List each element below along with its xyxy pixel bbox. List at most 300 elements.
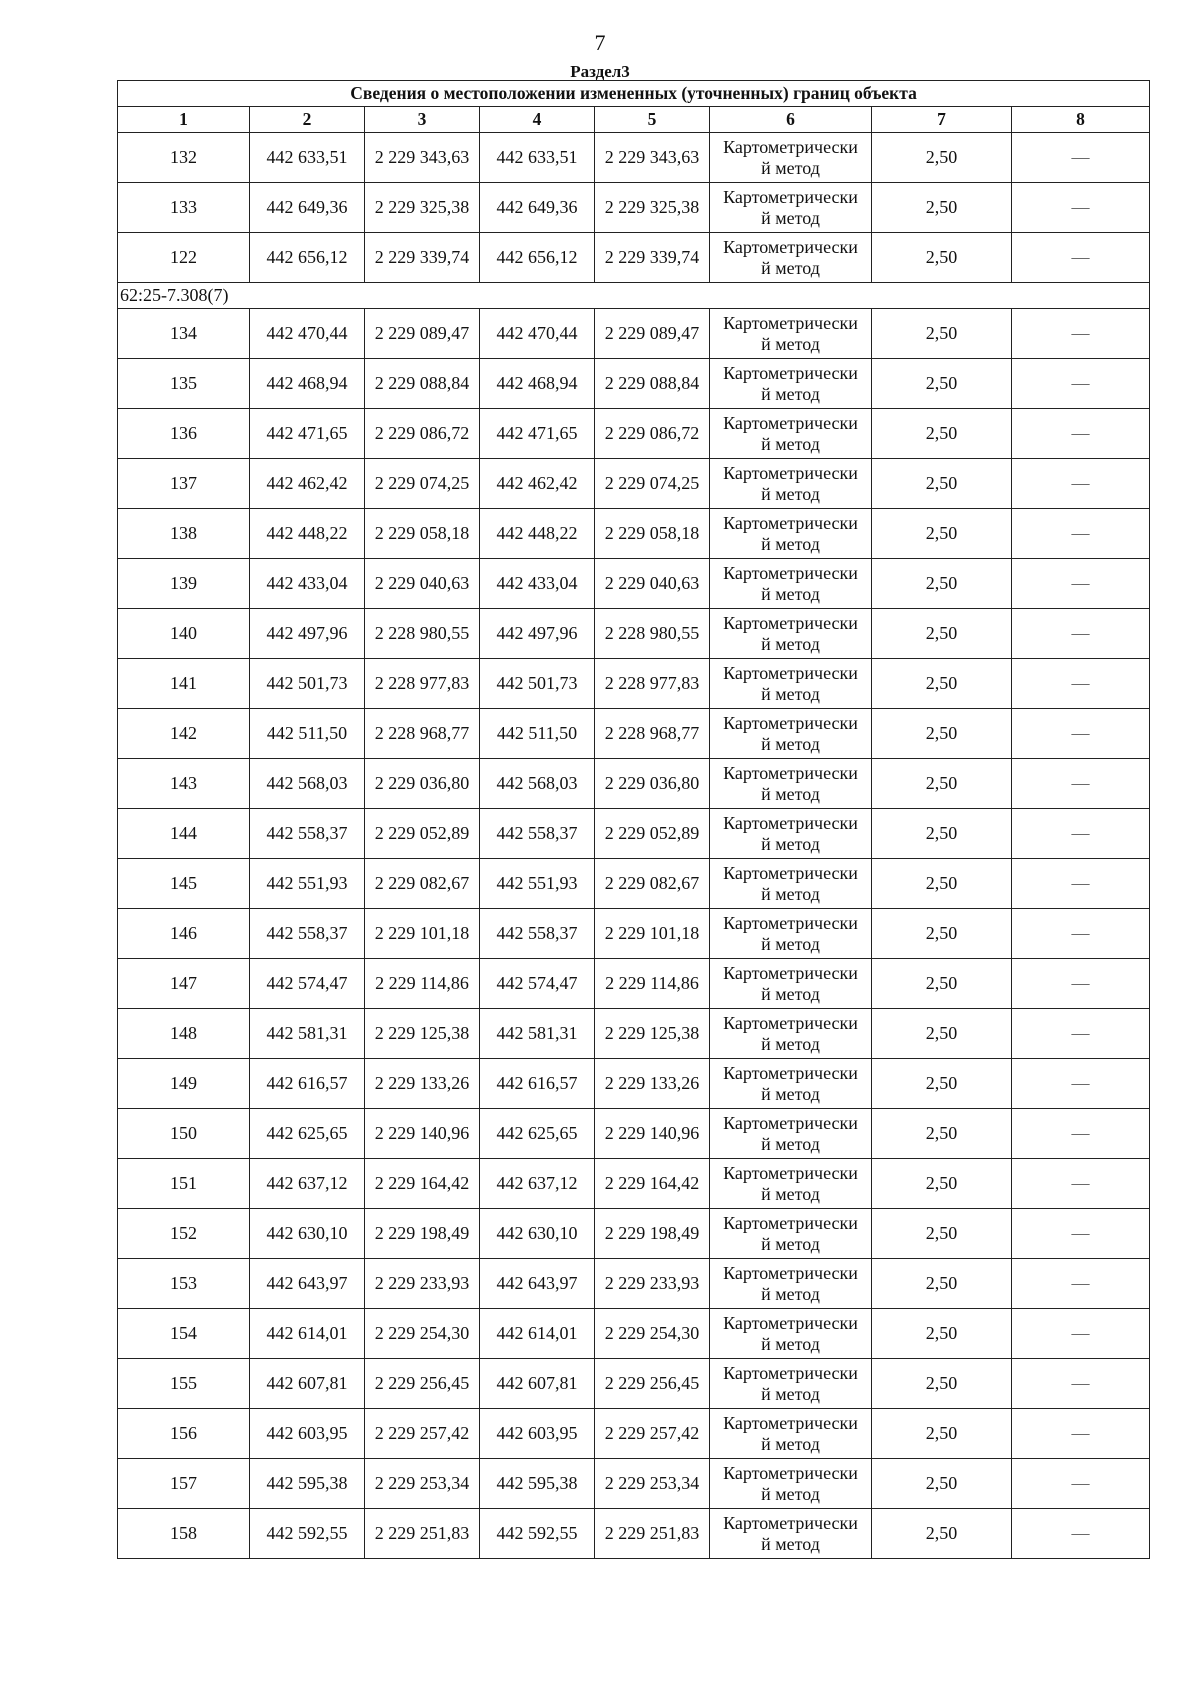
accuracy-cell: 2,50 — [872, 1009, 1012, 1059]
point-number-cell: 154 — [118, 1309, 250, 1359]
method-text-line2: й метод — [761, 683, 820, 704]
method-text-line1: Картометрически — [723, 662, 858, 683]
point-number-cell: 132 — [118, 133, 250, 183]
existing-y-cell: 2 229 343,63 — [365, 133, 480, 183]
point-number-cell: 158 — [118, 1509, 250, 1559]
point-number-cell: 157 — [118, 1459, 250, 1509]
accuracy-cell: 2,50 — [872, 409, 1012, 459]
method-text-line2: й метод — [761, 1433, 820, 1454]
existing-y-cell: 2 229 089,47 — [365, 309, 480, 359]
method-cell — [710, 659, 872, 709]
point-number-cell: 122 — [118, 233, 250, 283]
point-number-cell: 137 — [118, 459, 250, 509]
existing-x-cell: 442 551,93 — [250, 859, 365, 909]
existing-x-cell: 442 643,97 — [250, 1259, 365, 1309]
method-cell — [710, 1209, 872, 1259]
method-text-line2: й метод — [761, 433, 820, 454]
point-number-cell: 133 — [118, 183, 250, 233]
method-cell — [710, 609, 872, 659]
accuracy-cell: 2,50 — [872, 1409, 1012, 1459]
method-text-line2: й метод — [761, 383, 820, 404]
method-cell — [710, 183, 872, 233]
section-label: Раздел3 — [570, 62, 630, 81]
refined-x-cell: 442 581,31 — [480, 1009, 595, 1059]
empty-mark-cell: — — [1012, 459, 1150, 509]
column-number-row — [118, 107, 1150, 133]
accuracy-cell: 2,50 — [872, 1109, 1012, 1159]
empty-mark-cell: — — [1012, 1059, 1150, 1109]
accuracy-cell: 2,50 — [872, 1459, 1012, 1509]
accuracy-cell: 2,50 — [872, 1159, 1012, 1209]
point-number-cell: 148 — [118, 1009, 250, 1059]
point-number-cell: 156 — [118, 1409, 250, 1459]
existing-y-cell: 2 229 257,42 — [365, 1409, 480, 1459]
method-text-line2: й метод — [761, 333, 820, 354]
table-row — [118, 659, 1150, 709]
empty-mark-cell: — — [1012, 809, 1150, 859]
existing-y-cell: 2 229 325,38 — [365, 183, 480, 233]
method-cell — [710, 559, 872, 609]
table-row — [118, 1409, 1150, 1459]
point-number-cell: 152 — [118, 1209, 250, 1259]
method-text-line2: й метод — [761, 583, 820, 604]
method-text-line2: й метод — [761, 1283, 820, 1304]
method-cell — [710, 759, 872, 809]
method-cell — [710, 1159, 872, 1209]
empty-mark-cell: — — [1012, 1309, 1150, 1359]
refined-x-cell: 442 501,73 — [480, 659, 595, 709]
refined-y-cell: 2 229 058,18 — [595, 509, 710, 559]
empty-mark-cell: — — [1012, 359, 1150, 409]
method-text-line1: Картометрически — [723, 1012, 858, 1033]
accuracy-cell: 2,50 — [872, 1359, 1012, 1409]
refined-y-cell: 2 229 101,18 — [595, 909, 710, 959]
boundary-coordinates-table — [117, 80, 1150, 1559]
refined-y-cell: 2 229 253,34 — [595, 1459, 710, 1509]
method-text-line1: Картометрически — [723, 136, 858, 157]
existing-x-cell: 442 462,42 — [250, 459, 365, 509]
method-cell — [710, 1059, 872, 1109]
table-row — [118, 759, 1150, 809]
method-text-line1: Картометрически — [723, 562, 858, 583]
existing-y-cell: 2 229 133,26 — [365, 1059, 480, 1109]
refined-y-cell: 2 229 164,42 — [595, 1159, 710, 1209]
existing-y-cell: 2 229 036,80 — [365, 759, 480, 809]
existing-y-cell: 2 228 977,83 — [365, 659, 480, 709]
method-text-line2: й метод — [761, 1333, 820, 1354]
existing-x-cell: 442 470,44 — [250, 309, 365, 359]
accuracy-cell: 2,50 — [872, 1209, 1012, 1259]
empty-mark-cell: — — [1012, 1209, 1150, 1259]
point-number-cell: 135 — [118, 359, 250, 409]
existing-y-cell: 2 229 198,49 — [365, 1209, 480, 1259]
empty-mark-cell: — — [1012, 1109, 1150, 1159]
existing-y-cell: 2 229 251,83 — [365, 1509, 480, 1559]
table-row — [118, 1009, 1150, 1059]
accuracy-cell: 2,50 — [872, 133, 1012, 183]
empty-mark-cell: — — [1012, 1459, 1150, 1509]
refined-y-cell: 2 229 036,80 — [595, 759, 710, 809]
accuracy-cell: 2,50 — [872, 1259, 1012, 1309]
existing-y-cell: 2 228 980,55 — [365, 609, 480, 659]
existing-y-cell: 2 229 058,18 — [365, 509, 480, 559]
method-text-line2: й метод — [761, 1133, 820, 1154]
refined-x-cell: 442 470,44 — [480, 309, 595, 359]
method-cell — [710, 709, 872, 759]
table-row — [118, 609, 1150, 659]
method-text-line2: й метод — [761, 1183, 820, 1204]
method-cell — [710, 459, 872, 509]
refined-x-cell: 442 471,65 — [480, 409, 595, 459]
method-text-line1: Картометрически — [723, 1512, 858, 1533]
refined-x-cell: 442 511,50 — [480, 709, 595, 759]
empty-mark-cell: — — [1012, 409, 1150, 459]
existing-y-cell: 2 229 339,74 — [365, 233, 480, 283]
method-text-line1: Картометрически — [723, 1212, 858, 1233]
method-cell — [710, 509, 872, 559]
existing-y-cell: 2 229 140,96 — [365, 1109, 480, 1159]
refined-x-cell: 442 616,57 — [480, 1059, 595, 1109]
existing-y-cell: 2 229 253,34 — [365, 1459, 480, 1509]
refined-x-cell: 442 468,94 — [480, 359, 595, 409]
column-number: 2 — [250, 107, 365, 133]
method-text-line2: й метод — [761, 1233, 820, 1254]
refined-y-cell: 2 229 256,45 — [595, 1359, 710, 1409]
method-cell — [710, 909, 872, 959]
existing-y-cell: 2 229 088,84 — [365, 359, 480, 409]
accuracy-cell: 2,50 — [872, 1059, 1012, 1109]
existing-y-cell: 2 229 040,63 — [365, 559, 480, 609]
method-text-line2: й метод — [761, 157, 820, 178]
table-row — [118, 409, 1150, 459]
method-text-line1: Картометрически — [723, 762, 858, 783]
method-cell — [710, 1359, 872, 1409]
method-cell — [710, 859, 872, 909]
existing-x-cell: 442 471,65 — [250, 409, 365, 459]
refined-y-cell: 2 229 082,67 — [595, 859, 710, 909]
accuracy-cell: 2,50 — [872, 233, 1012, 283]
method-cell — [710, 409, 872, 459]
existing-x-cell: 442 448,22 — [250, 509, 365, 559]
method-text-line1: Картометрически — [723, 236, 858, 257]
empty-mark-cell: — — [1012, 183, 1150, 233]
existing-x-cell: 442 501,73 — [250, 659, 365, 709]
column-number: 7 — [872, 107, 1012, 133]
refined-y-cell: 2 229 198,49 — [595, 1209, 710, 1259]
point-number-cell: 141 — [118, 659, 250, 709]
refined-y-cell: 2 229 040,63 — [595, 559, 710, 609]
point-number-cell: 151 — [118, 1159, 250, 1209]
page-number: 7 — [594, 30, 606, 55]
method-text-line1: Картометрически — [723, 512, 858, 533]
refined-x-cell: 442 497,96 — [480, 609, 595, 659]
table-row — [118, 1259, 1150, 1309]
table-row — [118, 509, 1150, 559]
table-row — [118, 709, 1150, 759]
existing-y-cell: 2 229 233,93 — [365, 1259, 480, 1309]
table-row — [118, 183, 1150, 233]
method-text-line1: Картометрически — [723, 312, 858, 333]
existing-y-cell: 2 229 114,86 — [365, 959, 480, 1009]
empty-mark-cell: — — [1012, 509, 1150, 559]
method-text-line1: Картометрически — [723, 962, 858, 983]
refined-x-cell: 442 630,10 — [480, 1209, 595, 1259]
point-number-cell: 149 — [118, 1059, 250, 1109]
empty-mark-cell: — — [1012, 759, 1150, 809]
existing-x-cell: 442 633,51 — [250, 133, 365, 183]
method-cell — [710, 809, 872, 859]
existing-x-cell: 442 592,55 — [250, 1509, 365, 1559]
method-text-line1: Картометрически — [723, 1412, 858, 1433]
method-text-line2: й метод — [761, 1383, 820, 1404]
refined-y-cell: 2 229 133,26 — [595, 1059, 710, 1109]
point-number-cell: 150 — [118, 1109, 250, 1159]
table-row — [118, 1159, 1150, 1209]
method-text-line2: й метод — [761, 1483, 820, 1504]
table-row — [118, 459, 1150, 509]
accuracy-cell: 2,50 — [872, 459, 1012, 509]
accuracy-cell: 2,50 — [872, 809, 1012, 859]
table-row — [118, 859, 1150, 909]
cadastral-number-label: 62:25-7.308(7) — [118, 283, 1150, 309]
refined-y-cell: 2 229 343,63 — [595, 133, 710, 183]
accuracy-cell: 2,50 — [872, 959, 1012, 1009]
method-cell — [710, 359, 872, 409]
method-text-line1: Картометрически — [723, 186, 858, 207]
method-text-line2: й метод — [761, 783, 820, 804]
refined-y-cell: 2 229 052,89 — [595, 809, 710, 859]
method-cell — [710, 1109, 872, 1159]
existing-x-cell: 442 433,04 — [250, 559, 365, 609]
refined-x-cell: 442 462,42 — [480, 459, 595, 509]
accuracy-cell: 2,50 — [872, 709, 1012, 759]
refined-y-cell: 2 229 233,93 — [595, 1259, 710, 1309]
group-header-row — [118, 283, 1150, 309]
refined-y-cell: 2 229 074,25 — [595, 459, 710, 509]
point-number-cell: 145 — [118, 859, 250, 909]
table-row — [118, 809, 1150, 859]
refined-x-cell: 442 643,97 — [480, 1259, 595, 1309]
accuracy-cell: 2,50 — [872, 359, 1012, 409]
method-text-line1: Картометрически — [723, 612, 858, 633]
table-row — [118, 559, 1150, 609]
refined-x-cell: 442 551,93 — [480, 859, 595, 909]
existing-x-cell: 442 656,12 — [250, 233, 365, 283]
method-text-line2: й метод — [761, 1033, 820, 1054]
table-row — [118, 133, 1150, 183]
accuracy-cell: 2,50 — [872, 1309, 1012, 1359]
refined-y-cell: 2 229 254,30 — [595, 1309, 710, 1359]
point-number-cell: 140 — [118, 609, 250, 659]
method-cell — [710, 959, 872, 1009]
empty-mark-cell: — — [1012, 709, 1150, 759]
method-text-line1: Картометрически — [723, 462, 858, 483]
table-caption-row — [118, 81, 1150, 107]
column-number: 6 — [710, 107, 872, 133]
method-text-line1: Картометрически — [723, 1062, 858, 1083]
method-text-line1: Картометрически — [723, 862, 858, 883]
point-number-cell: 146 — [118, 909, 250, 959]
refined-y-cell: 2 228 968,77 — [595, 709, 710, 759]
refined-x-cell: 442 558,37 — [480, 909, 595, 959]
method-cell — [710, 1309, 872, 1359]
existing-y-cell: 2 229 086,72 — [365, 409, 480, 459]
existing-x-cell: 442 497,96 — [250, 609, 365, 659]
accuracy-cell: 2,50 — [872, 559, 1012, 609]
refined-y-cell: 2 229 140,96 — [595, 1109, 710, 1159]
empty-mark-cell: — — [1012, 309, 1150, 359]
empty-mark-cell: — — [1012, 1509, 1150, 1559]
table-row — [118, 1059, 1150, 1109]
existing-x-cell: 442 574,47 — [250, 959, 365, 1009]
refined-x-cell: 442 649,36 — [480, 183, 595, 233]
point-number-cell: 147 — [118, 959, 250, 1009]
refined-x-cell: 442 633,51 — [480, 133, 595, 183]
refined-y-cell: 2 229 125,38 — [595, 1009, 710, 1059]
accuracy-cell: 2,50 — [872, 609, 1012, 659]
table-row — [118, 1359, 1150, 1409]
table-row — [118, 1509, 1150, 1559]
refined-y-cell: 2 229 257,42 — [595, 1409, 710, 1459]
refined-x-cell: 442 656,12 — [480, 233, 595, 283]
table-caption: Сведения о местоположении измененных (уточненных) границ объекта — [118, 81, 1150, 107]
method-cell — [710, 1409, 872, 1459]
empty-mark-cell: — — [1012, 1009, 1150, 1059]
column-number: 1 — [118, 107, 250, 133]
existing-x-cell: 442 581,31 — [250, 1009, 365, 1059]
empty-mark-cell: — — [1012, 609, 1150, 659]
method-text-line2: й метод — [761, 833, 820, 854]
method-text-line1: Картометрически — [723, 912, 858, 933]
refined-x-cell: 442 558,37 — [480, 809, 595, 859]
table-row — [118, 1209, 1150, 1259]
method-cell — [710, 1259, 872, 1309]
table-row — [118, 959, 1150, 1009]
point-number-cell: 144 — [118, 809, 250, 859]
empty-mark-cell: — — [1012, 133, 1150, 183]
method-cell — [710, 133, 872, 183]
existing-x-cell: 442 511,50 — [250, 709, 365, 759]
accuracy-cell: 2,50 — [872, 909, 1012, 959]
method-cell — [710, 1009, 872, 1059]
method-text-line2: й метод — [761, 733, 820, 754]
refined-x-cell: 442 614,01 — [480, 1309, 595, 1359]
existing-x-cell: 442 616,57 — [250, 1059, 365, 1109]
point-number-cell: 142 — [118, 709, 250, 759]
refined-x-cell: 442 574,47 — [480, 959, 595, 1009]
method-text-line2: й метод — [761, 1533, 820, 1554]
refined-y-cell: 2 229 339,74 — [595, 233, 710, 283]
method-text-line2: й метод — [761, 483, 820, 504]
existing-y-cell: 2 229 052,89 — [365, 809, 480, 859]
refined-x-cell: 442 592,55 — [480, 1509, 595, 1559]
method-text-line1: Картометрически — [723, 362, 858, 383]
existing-x-cell: 442 630,10 — [250, 1209, 365, 1259]
refined-y-cell: 2 229 251,83 — [595, 1509, 710, 1559]
empty-mark-cell: — — [1012, 1159, 1150, 1209]
method-cell — [710, 309, 872, 359]
existing-x-cell: 442 595,38 — [250, 1459, 365, 1509]
existing-x-cell: 442 614,01 — [250, 1309, 365, 1359]
method-text-line1: Картометрически — [723, 1362, 858, 1383]
empty-mark-cell: — — [1012, 909, 1150, 959]
empty-mark-cell: — — [1012, 859, 1150, 909]
existing-x-cell: 442 568,03 — [250, 759, 365, 809]
refined-y-cell: 2 228 977,83 — [595, 659, 710, 709]
point-number-cell: 153 — [118, 1259, 250, 1309]
accuracy-cell: 2,50 — [872, 759, 1012, 809]
method-cell — [710, 1459, 872, 1509]
existing-x-cell: 442 558,37 — [250, 909, 365, 959]
point-number-cell: 139 — [118, 559, 250, 609]
existing-x-cell: 442 649,36 — [250, 183, 365, 233]
existing-y-cell: 2 229 164,42 — [365, 1159, 480, 1209]
existing-x-cell: 442 607,81 — [250, 1359, 365, 1409]
table-body — [118, 133, 1150, 1559]
empty-mark-cell: — — [1012, 233, 1150, 283]
refined-x-cell: 442 625,65 — [480, 1109, 595, 1159]
method-text-line1: Картометрически — [723, 1112, 858, 1133]
column-number: 4 — [480, 107, 595, 133]
existing-y-cell: 2 229 256,45 — [365, 1359, 480, 1409]
accuracy-cell: 2,50 — [872, 659, 1012, 709]
method-text-line2: й метод — [761, 207, 820, 228]
refined-x-cell: 442 568,03 — [480, 759, 595, 809]
method-cell — [710, 233, 872, 283]
existing-x-cell: 442 558,37 — [250, 809, 365, 859]
refined-y-cell: 2 229 325,38 — [595, 183, 710, 233]
method-text-line2: й метод — [761, 257, 820, 278]
existing-y-cell: 2 229 125,38 — [365, 1009, 480, 1059]
method-cell — [710, 1509, 872, 1559]
point-number-cell: 136 — [118, 409, 250, 459]
method-text-line2: й метод — [761, 633, 820, 654]
column-number: 5 — [595, 107, 710, 133]
refined-x-cell: 442 607,81 — [480, 1359, 595, 1409]
refined-x-cell: 442 448,22 — [480, 509, 595, 559]
accuracy-cell: 2,50 — [872, 509, 1012, 559]
point-number-cell: 155 — [118, 1359, 250, 1409]
column-number: 3 — [365, 107, 480, 133]
existing-x-cell: 442 637,12 — [250, 1159, 365, 1209]
existing-x-cell: 442 603,95 — [250, 1409, 365, 1459]
refined-y-cell: 2 229 086,72 — [595, 409, 710, 459]
accuracy-cell: 2,50 — [872, 859, 1012, 909]
existing-y-cell: 2 229 101,18 — [365, 909, 480, 959]
point-number-cell: 143 — [118, 759, 250, 809]
refined-y-cell: 2 229 114,86 — [595, 959, 710, 1009]
refined-x-cell: 442 603,95 — [480, 1409, 595, 1459]
existing-x-cell: 442 468,94 — [250, 359, 365, 409]
table-row — [118, 1309, 1150, 1359]
method-text-line1: Картометрически — [723, 812, 858, 833]
empty-mark-cell: — — [1012, 1409, 1150, 1459]
refined-y-cell: 2 229 088,84 — [595, 359, 710, 409]
existing-y-cell: 2 229 082,67 — [365, 859, 480, 909]
point-number-cell: 138 — [118, 509, 250, 559]
table-row — [118, 359, 1150, 409]
existing-y-cell: 2 228 968,77 — [365, 709, 480, 759]
empty-mark-cell: — — [1012, 1259, 1150, 1309]
empty-mark-cell: — — [1012, 959, 1150, 1009]
empty-mark-cell: — — [1012, 659, 1150, 709]
existing-y-cell: 2 229 254,30 — [365, 1309, 480, 1359]
method-text-line1: Картометрически — [723, 1312, 858, 1333]
accuracy-cell: 2,50 — [872, 1509, 1012, 1559]
method-text-line2: й метод — [761, 983, 820, 1004]
point-number-cell: 134 — [118, 309, 250, 359]
method-text-line1: Картометрически — [723, 1262, 858, 1283]
